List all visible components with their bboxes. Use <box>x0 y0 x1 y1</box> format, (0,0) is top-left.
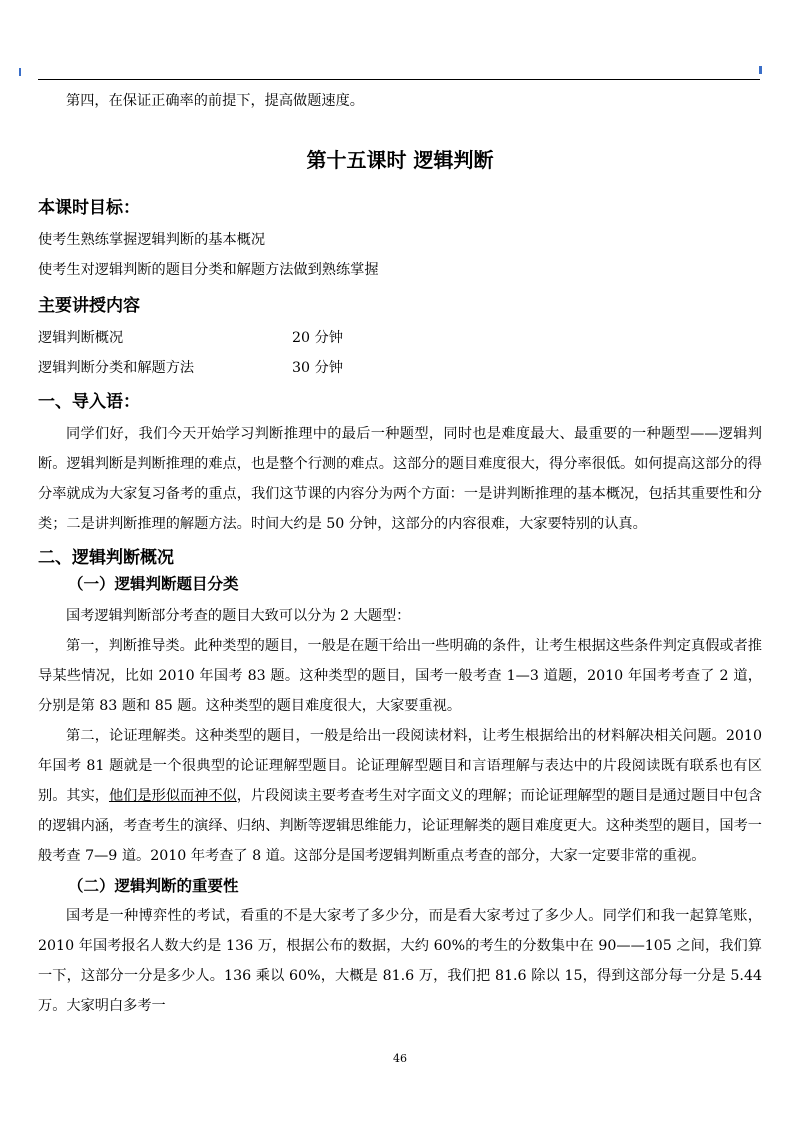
subsection1-heading: （一）逻辑判断题目分类 <box>68 575 239 593</box>
subsection2-heading: （二）逻辑判断的重要性 <box>68 877 239 895</box>
goal-item: 使考生对逻辑判断的题目分类和解题方法做到熟练掌握 <box>38 262 379 278</box>
paragraph-text: 第二，论证理解类。这种类型的题目，一般是给出一段阅读材料，让考生根据给出的材料解决相关问题。2010 年国考 81 题就是一个很典型的论证理解型题目。论证理解型题目和言语理解与表达中的片段阅读既有联系也有区别。其实， <box>38 728 762 804</box>
document-page <box>38 86 762 1021</box>
corner-mark-left <box>19 68 21 76</box>
goal-item: 使考生熟练掌握逻辑判断的基本概况 <box>38 232 266 248</box>
paragraph-text: ，片段阅读主要考查考生对字面文义的理解；而论证理解型的题目是通过题目中包含的逻辑内涵，考查考生的演绎、归纳、判断等逻辑思维能力，论证理解类的题目难度更大。这种类型的题目，国考一般考查 7—9 道。2010 年考查了 8 道。这部分是国考逻辑判断重点考查的部分，大家一定要非常的重视。 <box>38 788 762 864</box>
corner-mark-right <box>759 66 762 74</box>
paragraph: 国考是一种博弈性的考试，看重的不是大家考了多少分，而是看大家考过了多少人。同学们和我一起算笔账，2010 年国考报名人数大约是 136 万，根据公布的数据，大约 60%的考生的分数集中在 90——105 之间，我们算一下，这部分一分是多少人。136 乘以 60%，大概是 81.6 万，我们把 81.6 除以 15，得到这部分每一分是 5.44 万。大家明白多考一 <box>38 908 763 1014</box>
underlined-phrase: 他们是形似而神不似 <box>108 788 237 804</box>
content-row-time: 30 分钟 <box>292 360 343 376</box>
top-line: 第四，在保证正确率的前提下，提高做题速度。 <box>66 93 364 109</box>
paragraph <box>38 721 762 871</box>
section2-heading: 二、逻辑判断概况 <box>38 548 174 568</box>
content-row-label: 逻辑判断分类和解题方法 <box>38 360 195 376</box>
intro-paragraph: 同学们好，我们今天开始学习判断推理中的最后一种题型，同时也是难度最大、最重要的一种题型——逻辑判断。逻辑判断是判断推理的难点，也是整个行测的难点。这部分的题目难度很大，得分率很低。如何提高这部分的得分率就成为大家复习备考的重点，我们这节课的内容分为两个方面：一是讲判断推理的基本概况，包括其重要性和分类；二是讲判断推理的解题方法。时间大约是 50 分钟，这部分的内容很难，大家要特别的认真。 <box>38 426 762 532</box>
content-row <box>38 353 762 383</box>
content-row-time: 20 分钟 <box>292 330 343 346</box>
content-row-label: 逻辑判断概况 <box>38 330 124 346</box>
content-heading: 主要讲授内容 <box>38 296 140 316</box>
header-rule <box>38 79 760 80</box>
goals-heading: 本课时目标： <box>38 198 140 218</box>
content-row <box>38 323 762 353</box>
paragraph: 第一，判断推导类。此种类型的题目，一般是在题干给出一些明确的条件，让考生根据这些条件判定真假或者推导某些情况，比如 2010 年国考 83 题。这种类型的题目，国考一般考查 1—3 道题，2010 年国考考查了 2 道，分别是第 83 题和 85 题。这种类型的题目难度很大，大家要重视。 <box>38 638 762 714</box>
section1-heading: 一、导入语： <box>38 392 140 412</box>
page-number: 46 <box>393 1052 407 1065</box>
paragraph: 国考逻辑判断部分考查的题目大致可以分为 2 大题型： <box>66 608 411 624</box>
lesson-title: 第十五课时 逻辑判断 <box>306 148 494 172</box>
